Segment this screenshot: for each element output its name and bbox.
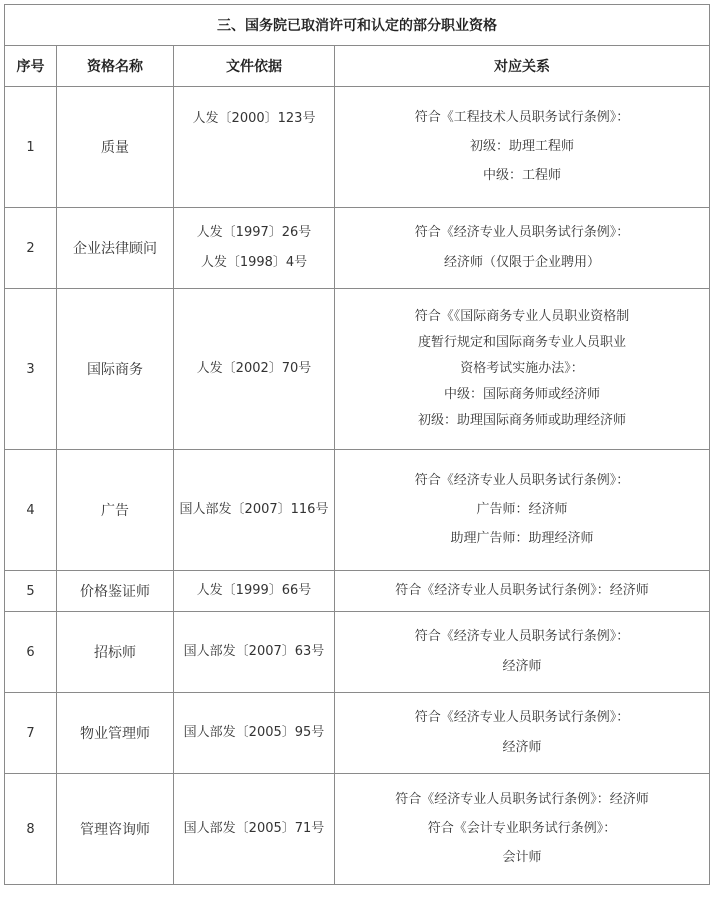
document-line: 国人部发〔2007〕116号 <box>179 501 329 517</box>
document-line: 人发〔2002〕70号 <box>196 360 312 376</box>
document-basis <box>174 450 335 571</box>
table-row <box>5 289 710 450</box>
relation-line: 资格考试实施办法》： <box>460 361 584 376</box>
relation-line: 符合《会计专业职务试行条例》： <box>427 820 617 836</box>
qualification-name: 广告 <box>57 450 174 571</box>
header-relations: 对应关系 <box>335 46 710 87</box>
relation-line: 助理广告师：助理经济师 <box>450 531 594 547</box>
relation-line: 广告师：经济师 <box>476 501 568 517</box>
table-row <box>5 693 710 774</box>
table-row <box>5 450 710 571</box>
qualification-table <box>4 4 710 885</box>
qualification-name: 国际商务 <box>57 289 174 450</box>
table-row <box>5 612 710 693</box>
document-basis <box>174 693 335 774</box>
relation-line: 初级：助理工程师 <box>469 138 574 154</box>
correspondence <box>335 774 710 885</box>
relation-line: 符合《经济专业人员职务试行条例》：经济师 <box>395 582 649 598</box>
row-number: 3 <box>5 289 57 450</box>
correspondence <box>335 87 710 208</box>
document-line: 国人部发〔2005〕95号 <box>183 724 325 740</box>
relation-line: 经济师 <box>502 658 542 674</box>
document-basis <box>174 571 335 612</box>
relation-line: 符合《经济专业人员职务试行条例》： <box>414 472 630 488</box>
relation-line: 度暂行规定和国际商务专业人员职业 <box>417 335 626 350</box>
relation-line: 符合《工程技术人员职务试行条例》： <box>414 109 630 125</box>
relation-line: 经济师 <box>502 739 542 755</box>
qualification-name: 质量 <box>57 87 174 208</box>
row-number: 5 <box>5 571 57 612</box>
document-line: 人发〔1999〕66号 <box>196 582 312 598</box>
qualification-name: 招标师 <box>57 612 174 693</box>
title-row <box>5 5 710 46</box>
table-row <box>5 774 710 885</box>
relation-line: 经济师（仅限于企业聘用） <box>443 254 600 270</box>
relation-line: 符合《经济专业人员职务试行条例》：经济师 <box>395 791 649 807</box>
header-name: 资格名称 <box>57 46 174 87</box>
correspondence <box>335 450 710 571</box>
row-number: 7 <box>5 693 57 774</box>
document-basis <box>174 87 335 208</box>
row-number: 2 <box>5 208 57 289</box>
correspondence <box>335 571 710 612</box>
document-line: 人发〔2000〕123号 <box>192 111 316 126</box>
header-docs: 文件依据 <box>174 46 335 87</box>
qualification-name: 价格鉴证师 <box>57 571 174 612</box>
relation-line: 符合《《国际商务专业人员职业资格制 <box>414 309 630 324</box>
document-basis <box>174 289 335 450</box>
header-row <box>5 46 710 87</box>
correspondence <box>335 693 710 774</box>
table-row <box>5 87 710 208</box>
document-basis <box>174 208 335 289</box>
correspondence <box>335 289 710 450</box>
relation-line: 初级：助理国际商务师或助理经济师 <box>417 413 626 428</box>
header-no: 序号 <box>5 46 57 87</box>
relation-line: 符合《经济专业人员职务试行条例》： <box>414 225 630 241</box>
table-row <box>5 208 710 289</box>
correspondence <box>335 612 710 693</box>
document-line: 国人部发〔2005〕71号 <box>183 820 325 836</box>
qualification-name: 物业管理师 <box>57 693 174 774</box>
relation-line: 符合《经济专业人员职务试行条例》： <box>414 629 630 645</box>
qualification-name: 企业法律顾问 <box>57 208 174 289</box>
row-number: 1 <box>5 87 57 208</box>
document-line: 人发〔1998〕4号 <box>200 254 308 270</box>
relation-line: 中级：国际商务师或经济师 <box>443 387 600 402</box>
relation-line: 中级：工程师 <box>482 168 561 184</box>
document-basis <box>174 774 335 885</box>
correspondence <box>335 208 710 289</box>
row-number: 6 <box>5 612 57 693</box>
row-number: 8 <box>5 774 57 885</box>
table-title: 三、国务院已取消许可和认定的部分职业资格 <box>5 5 710 46</box>
qualification-name: 管理咨询师 <box>57 774 174 885</box>
row-number: 4 <box>5 450 57 571</box>
relation-line: 会计师 <box>502 850 542 866</box>
document-basis <box>174 612 335 693</box>
document-line: 人发〔1997〕26号 <box>196 225 312 241</box>
document-line: 国人部发〔2007〕63号 <box>183 643 325 659</box>
relation-line: 符合《经济专业人员职务试行条例》： <box>414 710 630 726</box>
table-row <box>5 571 710 612</box>
